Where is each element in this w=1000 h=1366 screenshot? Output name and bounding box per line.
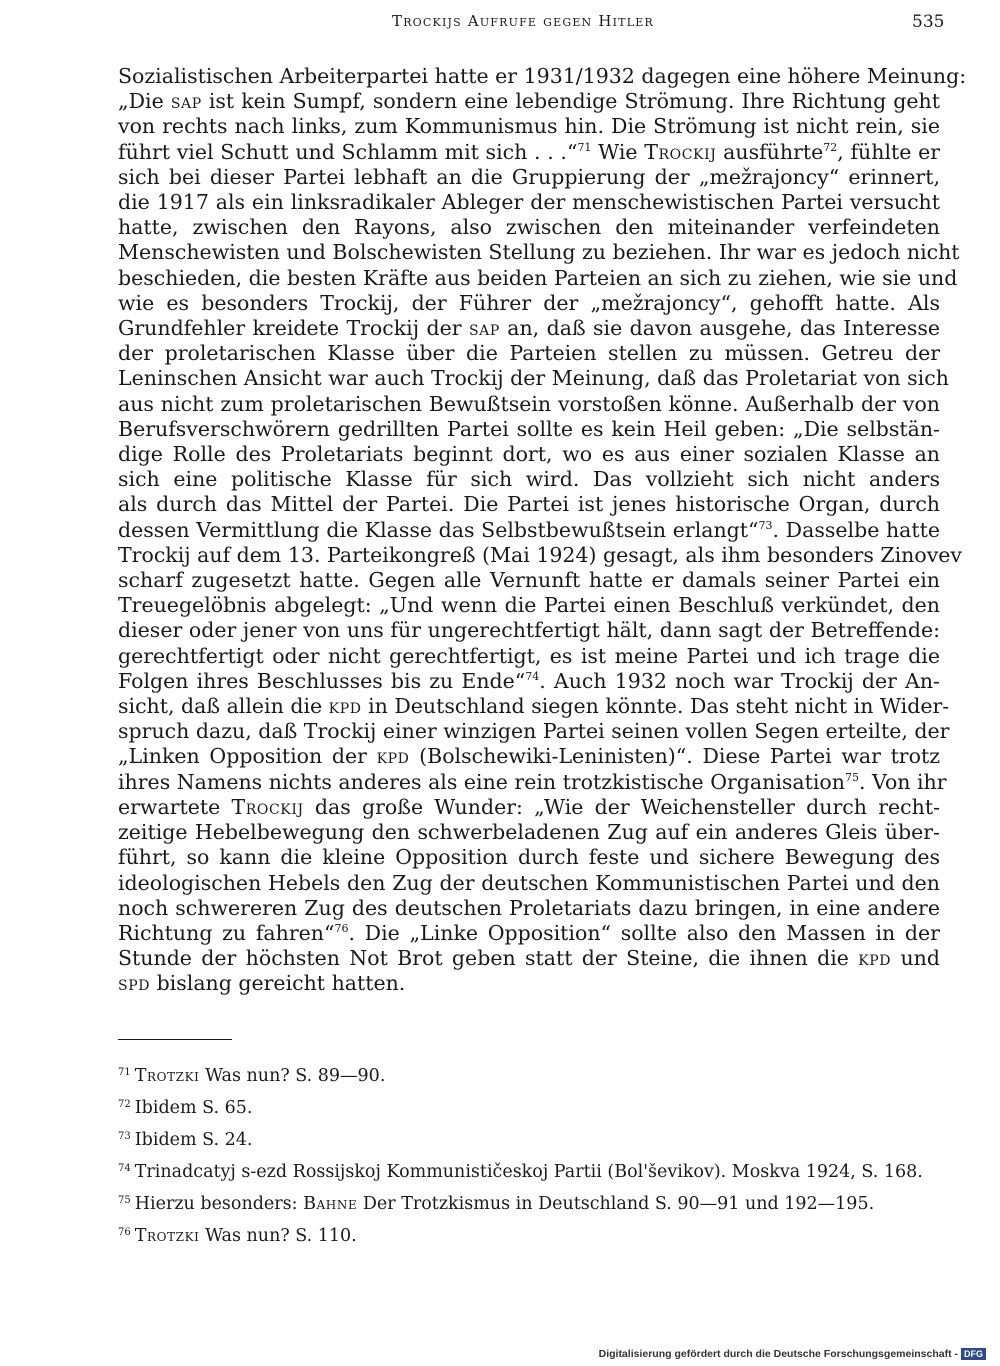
text-line: Berufsverschwörern gedrillten Partei sollte es kein Heil geben: „Die selbstän-: [118, 416, 940, 441]
text-line: Sozialistischen Arbeiterpartei hatte er 1931/1932 dagegen eine höhere Meinung:: [118, 64, 967, 88]
footnote: [118, 1098, 940, 1119]
footnote-number: 74: [118, 1163, 131, 1174]
page-number: 535: [912, 12, 945, 32]
footnote-number: 76: [118, 1227, 131, 1238]
text-line: hatte, zwischen den Rayons, also zwischen den miteinander verfeindeten: [118, 215, 940, 240]
text-line: Stunde der höchsten Not Brot geben statt der Steine, die ihnen die kpd und: [118, 946, 940, 971]
text-line: Menschewisten und Bolschewisten Stellung zu beziehen. Ihr war es jedoch nicht: [118, 240, 960, 265]
text-line: dessen Vermittlung die Klasse das Selbstbewußtsein erlangt“$^{73}$. Dasselbe hatte: [118, 517, 940, 542]
text-line: ihres Namens nichts anderes als eine rein trotzkistische Organisation$^{75}$. Von ihr: [118, 769, 947, 794]
footnote-text: Ibidem S. 65.: [134, 1098, 253, 1118]
footnote: [118, 1066, 940, 1087]
text-line: als durch das Mittel der Partei. Die Partei ist jenes historische Organ, durch: [118, 492, 940, 517]
text-line: spd bislang gereicht hatten.: [118, 971, 406, 996]
footnote-ref: 76: [334, 921, 349, 935]
footnote-text: Ibidem S. 24.: [134, 1130, 253, 1150]
text-line: Grundfehler kreidete Trockij der sap an, daß sie davon ausgehe, das Interesse: [118, 316, 940, 341]
footnotes: [118, 1066, 940, 1258]
text-line: Folgen ihres Beschlusses bis zu Ende“$^{74}$. Auch 1932 noch war Trockij der An-: [118, 668, 940, 693]
text-line: „Die sap ist kein Sumpf, sondern eine lebendige Strömung. Ihre Richtung geht: [118, 89, 940, 114]
text-line: Treuegelöbnis abgelegt: „Und wenn die Partei einen Beschluß verkündet, den: [118, 593, 940, 618]
text-line: Trockij auf dem 13. Parteikongreß (Mai 1924) gesagt, als ihm besonders Zinovev: [118, 542, 962, 567]
footnote: [118, 1162, 940, 1183]
footnote-prefix: Hierzu besonders:: [134, 1194, 304, 1214]
footnote-number: 71: [118, 1067, 131, 1078]
text-line: beschieden, die besten Kräfte aus beiden Parteien an sich zu ziehen, wie sie und: [118, 265, 958, 290]
text-line: sich eine politische Klasse für sich wird. Das vollzieht sich nicht anders: [118, 467, 940, 492]
footnote: [118, 1194, 940, 1215]
running-head: [0, 12, 1000, 42]
text-line: von rechts nach links, zum Kommunismus hin. Die Strömung ist nicht rein, sie: [118, 114, 940, 139]
text-line: aus nicht zum proletarischen Bewußtsein vorstoßen könne. Außerhalb der von: [118, 391, 940, 416]
text-line: erwartete Trockij das große Wunder: „Wie der Weichensteller durch recht-: [118, 794, 940, 819]
text-line: sicht, daß allein die kpd in Deutschland siegen könnte. Das steht nicht in Wider-: [118, 694, 950, 719]
text-line: führt viel Schutt und Schlamm mit sich . . .“$^{71}$ Wie Trockij ausführte$^{72}$, fühlte er: [118, 139, 941, 164]
text-line: führt, so kann die kleine Opposition durch feste und sichere Bewegung des: [118, 845, 940, 870]
text-line: der proletarischen Klasse über die Parteien stellen zu müssen. Getreu der: [118, 341, 940, 366]
text-line: dige Rolle des Proletariats beginnt dort, wo es aus einer sozialen Klasse an: [118, 442, 940, 467]
footnote-author: Bahne: [303, 1194, 358, 1214]
running-title: Trockijs Aufrufe gegen Hitler: [392, 12, 654, 30]
footnote: [118, 1130, 940, 1151]
text-line: Richtung zu fahren“$^{76}$. Die „Linke Opposition“ sollte also den Massen in der: [118, 920, 940, 945]
dfg-logo: DFG: [961, 1348, 986, 1360]
footnote-text: Der Trotzkismus in Deutschland S. 90—91 und 192—195.: [357, 1194, 875, 1214]
text-line: wie es besonders Trockij, der Führer der „mežrajoncy“, gehofft hatte. Als: [118, 290, 940, 315]
footnote-author: Trotzki: [134, 1066, 200, 1086]
text-line: noch schwereren Zug des deutschen Proletariats dazu bringen, in eine andere: [118, 895, 940, 920]
text-line: scharf zugesetzt hatte. Gegen alle Vernunft hatte er damals seiner Partei ein: [118, 568, 940, 593]
footnote-rule: [118, 1039, 232, 1040]
footnote-ref: 73: [758, 518, 773, 532]
body-text: [118, 64, 967, 997]
credit-text: Digitalisierung gefördert durch die Deutsche Forschungsgemeinschaft -: [598, 1348, 958, 1360]
footnote-number: 75: [118, 1195, 131, 1206]
text-line: dieser oder jener von uns für ungerechtfertigt hält, dann sagt der Betreffende:: [118, 618, 940, 643]
text-line: die 1917 als ein linksradikaler Ableger der menschewistischen Partei versucht: [118, 190, 940, 215]
text-line: spruch dazu, daß Trockij einer winzigen Partei seinen vollen Segen erteilte, der: [118, 719, 950, 744]
text-line: „Linken Opposition der kpd (Bolschewiki-Leninisten)“. Diese Partei war trotz: [118, 744, 940, 769]
text-line: zeitige Hebelbewegung den schwerbeladenen Zug auf ein anderes Gleis über-: [118, 820, 940, 845]
digitization-credit: [599, 1348, 986, 1360]
footnote-number: 72: [118, 1099, 131, 1110]
footnote-text: Was nun? S. 110.: [199, 1226, 357, 1246]
text-line: Leninschen Ansicht war auch Trockij der Meinung, daß das Proletariat von sich: [118, 366, 949, 391]
text-line: gerechtfertigt oder nicht gerechtfertigt, es ist meine Partei und ich trage die: [118, 643, 940, 668]
footnote-ref: 74: [525, 669, 540, 683]
footnote: [118, 1226, 940, 1247]
footnote-ref: 75: [844, 770, 859, 784]
text-line: ideologischen Hebels den Zug der deutschen Kommunistischen Partei und den: [118, 870, 940, 895]
text-line: sich bei dieser Partei lebhaft an die Gruppierung der „mežrajoncy“ erinnert,: [118, 164, 940, 189]
footnote-text: Was nun? S. 89—90.: [199, 1066, 386, 1086]
footnote-author: Trotzki: [134, 1226, 200, 1246]
footnote-number: 73: [118, 1131, 131, 1142]
footnote-text: Trinadcatyj s-ezd Rossijskoj Kommunističeskoj Partii (Bol'ševikov). Moskva 1924, S. 168.: [134, 1162, 923, 1182]
footnote-ref: 71: [577, 140, 592, 154]
footnote-ref: 72: [823, 140, 838, 154]
